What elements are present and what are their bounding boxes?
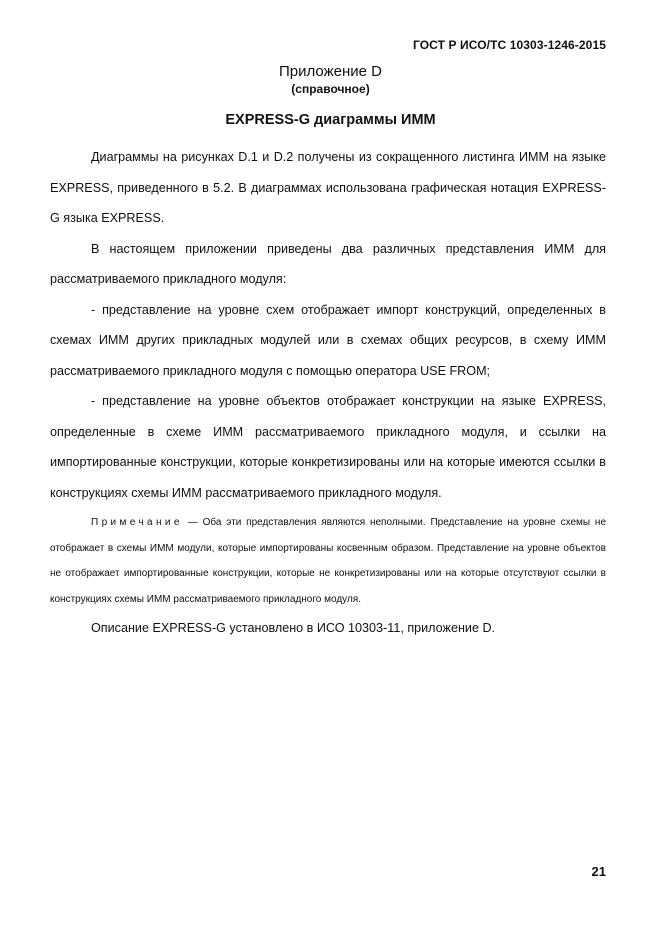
section-title: EXPRESS-G диаграммы ИММ (225, 112, 436, 128)
paragraph-representations: В настоящем приложении приведены два различных представления ИММ для рассматриваемого прикладного модуля: (50, 241, 606, 286)
page-number: 21 (591, 864, 606, 879)
paragraph-express-g-reference: Описание EXPRESS-G установлено в ИСО 10303-11, приложение D. (91, 621, 496, 635)
note-text: Оба эти представления являются неполными. Представление на уровне схемы не отображает в схемы ИММ модули, которые импортированы косвенным образом. Представление на уровне объектов не отображает импортированные конструкции, которые не конкретизированы или на которые отсутствуют ссылки в конструкциях схемы ИММ рассматриваемого прикладного модуля. (50, 517, 607, 605)
list-item-schema-level: - представление на уровне схем отображает импорт конструкций, определенных в схемах ИММ других прикладных модулей или в схемах общих ресурсов, в схему ИММ рассматриваемого прикладного модуля с помощью оператора USE FROM; (50, 302, 606, 378)
note-dash: — (187, 517, 198, 528)
note-label: Примечание (91, 517, 183, 528)
annex-type: (справочное) (291, 82, 370, 96)
standard-header: ГОСТ Р ИСО/ТС 10303-1246-2015 (413, 38, 606, 52)
paragraph-diagrams: Диаграммы на рисунках D.1 и D.2 получены из сокращенного листинга ИММ на языке EXPRESS, приведенного в 5.2. В диаграммах использована графическая нотация EXPRESS-G языка EXPRESS. (50, 150, 606, 225)
list-item-entity-level: - представление на уровне объектов отображает конструкции на языке EXPRESS, определенные в схеме ИММ рассматриваемого прикладного модуля, и ссылки на импортированные конструкции, которые конкретизированы или на которые имеются ссылки в конструкциях схемы ИММ рассматриваемого прикладного модуля. (50, 394, 606, 500)
body-text (50, 142, 606, 644)
annex-title: Приложение D (279, 63, 382, 80)
note (50, 510, 606, 612)
